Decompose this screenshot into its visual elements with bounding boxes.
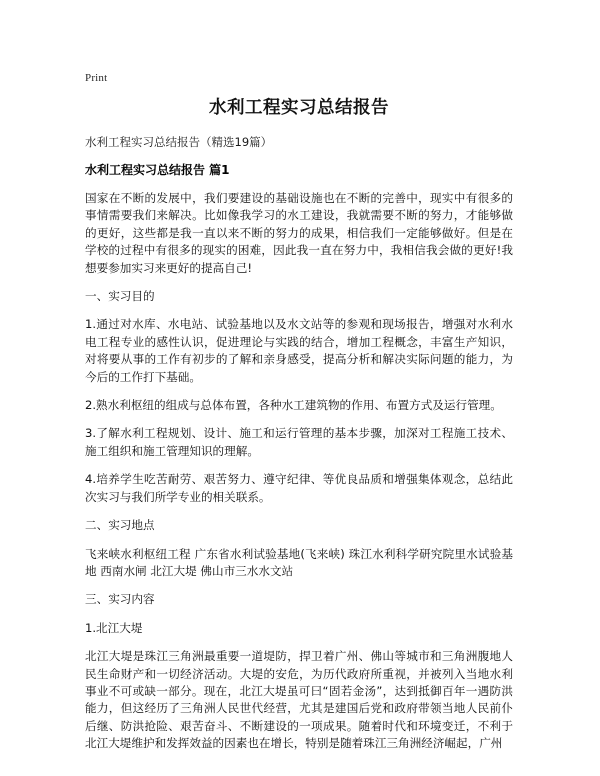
article-heading: 水利工程实习总结报告 篇1 [85,163,230,177]
section-heading-location: 二、实习地点 [85,518,155,533]
section-heading-purpose: 一、实习目的 [85,289,155,304]
purpose-item-4: 4.培养学生吃苦耐劳、艰苦努力、遵守纪律、等优良品质和增强集体观念，总结此次实习与我们所学专业的相关联系。 [85,472,513,504]
purpose-item-2: 2.熟水利枢纽的组成与总体布置，各种水工建筑物的作用、布置方式及运行管理。 [85,398,502,413]
purpose-item-1: 1.通过对水库、水电站、试验基地以及水文站等的参观和现场报告，增强对水利水电工程专业的感性认识，促进理论与实践的结合，增加工程概念，丰富生产知识，对将要从事的工作有初步的了解和亲身感受，提高分析和解决实际问题的能力，为今后的工作打下基础。 [85,317,513,384]
beijiang-dike-paragraph: 北江大堤是珠江三角洲最重要一道堤防，捍卫着广州、佛山等城市和三角洲腹地人民生命财产和一切经济活动。大堤的安危，为历代政府所重视，并被列入当地水利事业不可或缺一部分。现在，北江大堤虽可曰“固若金汤”，达到抵御百年一遇防洪能力，但这经历了三角洲人民世代经营，尤其是建国后党和政府带领当地人民前仆后继、防洪抢险、艰苦奋斗、不断建设的一项成果。随着时代和环境变迁，不利于北江大堤维护和发挥效益的因素也在增长，特别是随着珠江三角洲经济崛起，广州 [85,649,513,751]
page-title: 水利工程实习总结报告 [209,98,389,118]
content-item-1-heading: 1.北江大堤 [85,620,143,635]
location-list-paragraph: 飞来峡水利枢纽工程 广东省水利试验基地(飞来峡) 珠江水利科学研究院里水试验基地 西南水闸 北江大堤 佛山市三水水文站 [85,546,513,578]
article-body [85,190,513,753]
document-subtitle: 水利工程实习总结报告（精选19篇） [85,135,273,149]
purpose-item-3: 3.了解水利工程规划、设计、施工和运行管理的基本步骤，加深对工程施工技术、施工组织和施工管理知识的理解。 [85,426,513,458]
print-link[interactable]: Print [85,72,108,84]
intro-paragraph: 国家在不断的发展中，我们要建设的基础设施也在不断的完善中，现实中有很多的事情需要我们来解决。比如像我学习的水工建设，我就需要不断的努力，才能够做的更好，这些都是我一直以来不断的努力的成果，相信我们一定能够做好。但是在学校的过程中有很多的现实的困难，因此我一直在努力中，我相信我会做的更好!我想要参加实习来更好的提高自己! [85,191,513,275]
document-content [85,96,513,753]
section-heading-content: 三、实习内容 [85,592,155,607]
